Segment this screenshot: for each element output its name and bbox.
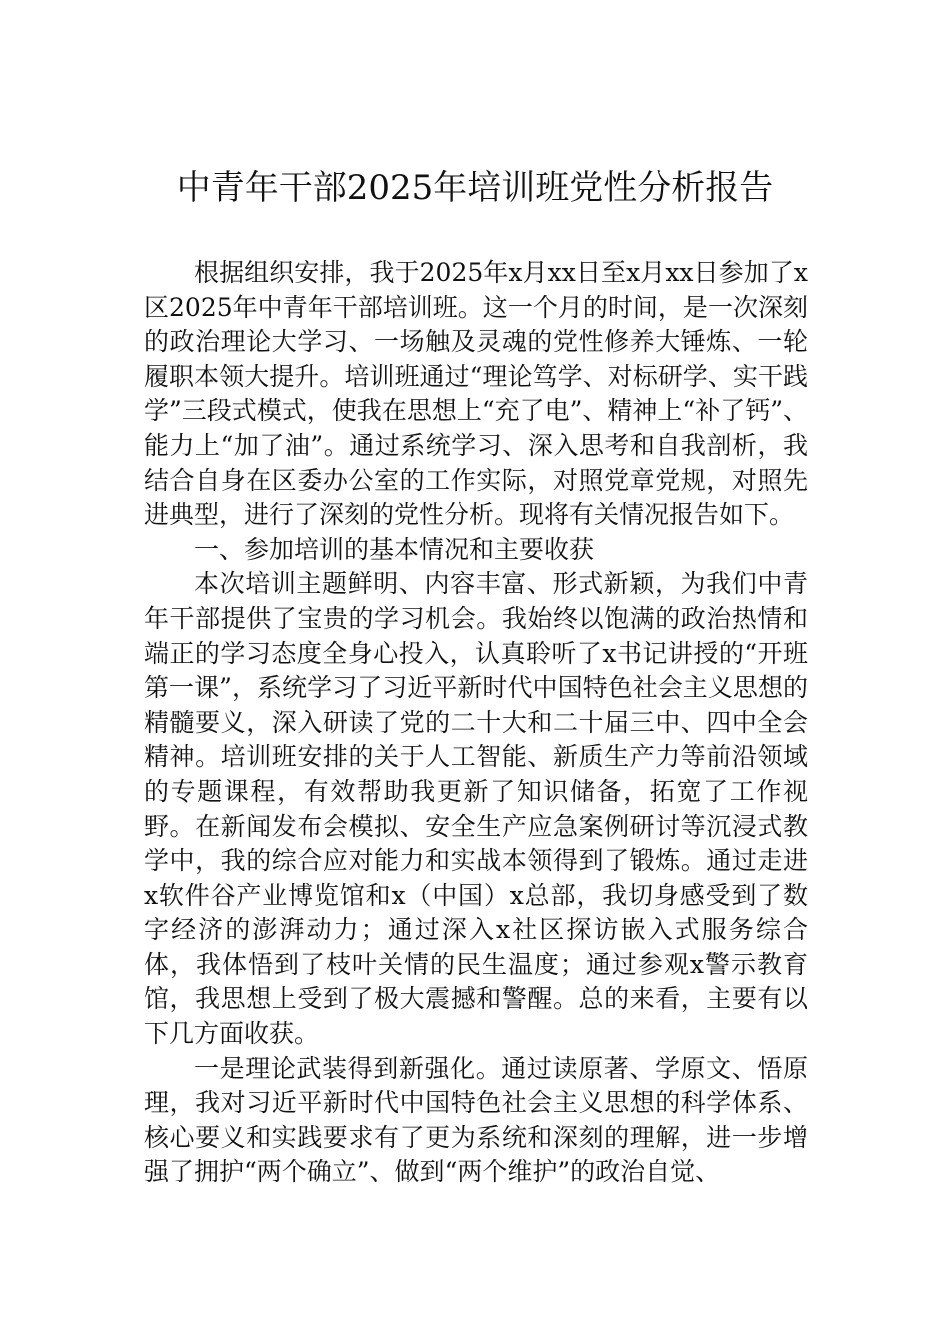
intro-paragraph: 根据组织安排，我于2025年x月xx日至x月xx日参加了x区2025年中青年干部培训班。这一个月的时间，是一次深刻的政治理论大学习、一场触及灵魂的党性修养大锤炼、一轮履职本领大提升。培训班通过“理论笃学、对标研学、实干践学”三段式模式，使我在思想上“充了电”、精神上“补了钙”、能力上“加了油”。通过系统学习、深入思考和自我剖析，我结合自身在区委办公室的工作实际，对照党章党规，对照先进典型，进行了深刻的党性分析。现将有关情况报告如下。 bbox=[144, 258, 808, 530]
document-title: 中青年干部2025年培训班党性分析报告 bbox=[176, 168, 774, 208]
section-heading: 一、参加培训的基本情况和主要收获 bbox=[194, 534, 595, 564]
document-body bbox=[144, 256, 808, 1190]
theory-gain-paragraph: 一是理论武装得到新强化。通过读原著、学原文、悟原理，我对习近平新时代中国特色社会主义思想的科学体系、核心要义和实践要求有了更为系统和深刻的理解，进一步增强了拥护“两个确立”、做到“两个维护”的政治自觉、 bbox=[144, 1053, 808, 1187]
training-overview-paragraph: 本次培训主题鲜明、内容丰富、形式新颖，为我们中青年干部提供了宝贵的学习机会。我始终以饱满的政治热情和端正的学习态度全身心投入，认真聆听了x书记讲授的“开班第一课”，系统学习了习近平新时代中国特色社会主义思想的精髓要义，深入研读了党的二十大和二十届三中、四中全会精神。培训班安排的关于人工智能、新质生产力等前沿领域的专题课程，有效帮助我更新了知识储备，拓宽了工作视野。在新闻发布会模拟、安全生产应急案例研讨等沉浸式教学中，我的综合应对能力和实战本领得到了锻炼。通过走进x软件谷产业博览馆和x（中国）x总部，我切身感受到了数字经济的澎湃动力；通过深入x社区探访嵌入式服务综合体，我体悟到了枝叶关情的民生温度；通过参观x警示教育馆，我思想上受到了极大震撼和警醒。总的来看，主要有以下几方面收获。 bbox=[144, 569, 808, 1049]
